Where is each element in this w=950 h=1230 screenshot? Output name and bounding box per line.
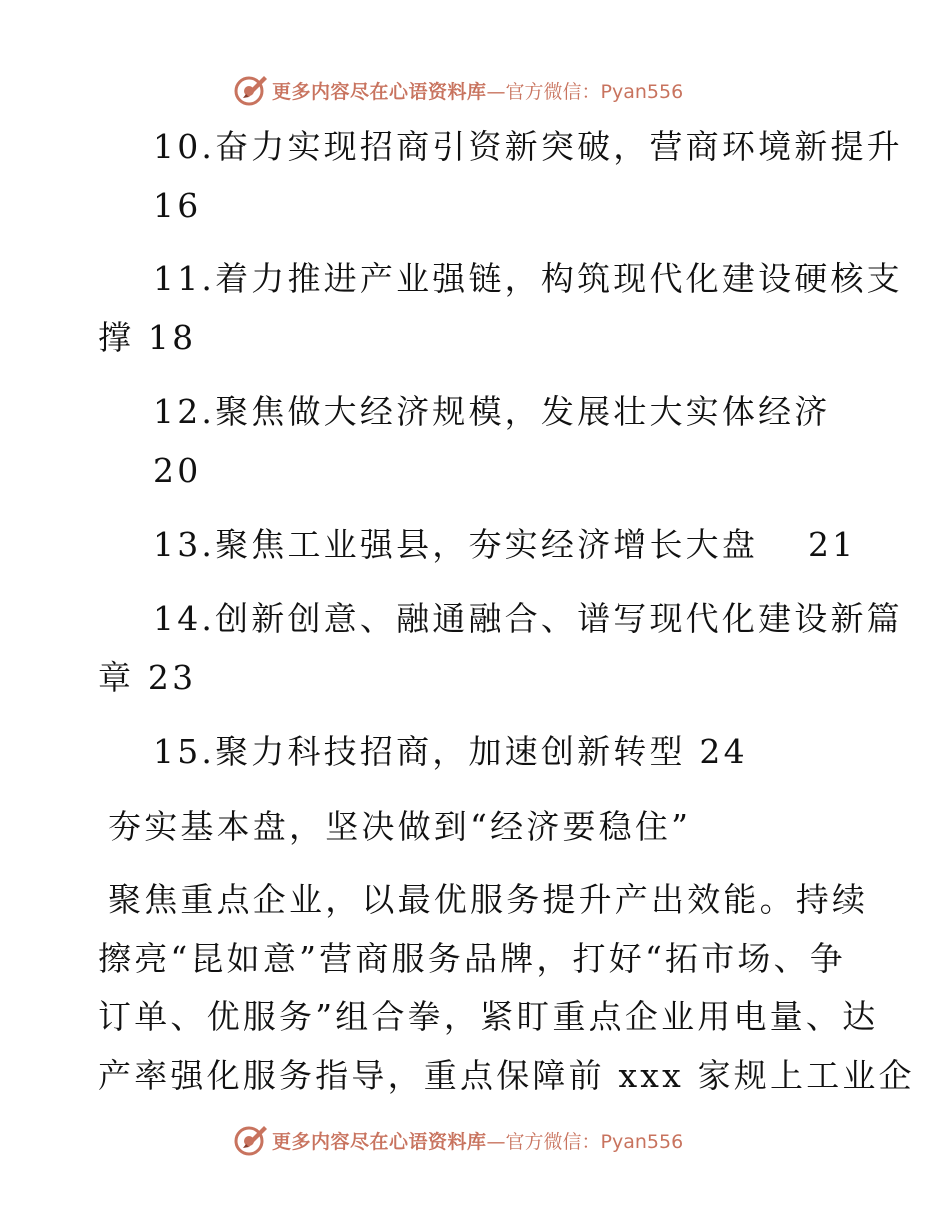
toc-entry-10: 10.奋力实现招商引资新突破，营商环境新提升: [153, 127, 903, 166]
section-heading: 夯实基本盘，坚决做到“经济要稳住”: [108, 807, 692, 846]
watermark-footer: [234, 1123, 683, 1157]
toc-entry-11: 11.着力推进产业强链，构筑现代化建设硬核支: [153, 259, 903, 298]
toc-entry-13: 13.聚焦工业强县，夯实经济增长大盘 21: [153, 525, 857, 564]
watermark-contact: —官方微信：Pyan556: [486, 1130, 684, 1153]
watermark-brand: 更多内容尽在心语资料库: [272, 1130, 487, 1153]
toc-entry-15: 15.聚力科技招商，加速创新转型 24: [153, 732, 748, 771]
toc-entry-12: 12.聚焦做大经济规模，发展壮大实体经济: [153, 392, 831, 431]
toc-entry-14-cont: 章 23: [98, 658, 197, 697]
toc-entry-12-page: 20: [153, 451, 202, 490]
toc-entry-10-page: 16: [153, 186, 202, 225]
body-line-1: 聚焦重点企业，以最优服务提升产出效能。持续: [108, 880, 869, 919]
body-line-2: 擦亮“昆如意”营商服务品牌，打好“拓市场、争: [98, 939, 847, 978]
watermark-contact: —官方微信：Pyan556: [486, 80, 684, 103]
pen-logo-icon: [234, 1123, 268, 1157]
watermark-brand: 更多内容尽在心语资料库: [272, 80, 487, 103]
body-line-3: 订单、优服务”组合拳，紧盯重点企业用电量、达: [98, 997, 879, 1036]
pen-logo-icon: [234, 73, 268, 107]
watermark-header: [234, 73, 683, 107]
body-line-4: 产率强化服务指导，重点保障前 xxx 家规上工业企: [98, 1056, 915, 1095]
toc-entry-14: 14.创新创意、融通融合、谱写现代化建设新篇: [153, 599, 903, 638]
toc-entry-11-cont: 撑 18: [98, 318, 197, 357]
